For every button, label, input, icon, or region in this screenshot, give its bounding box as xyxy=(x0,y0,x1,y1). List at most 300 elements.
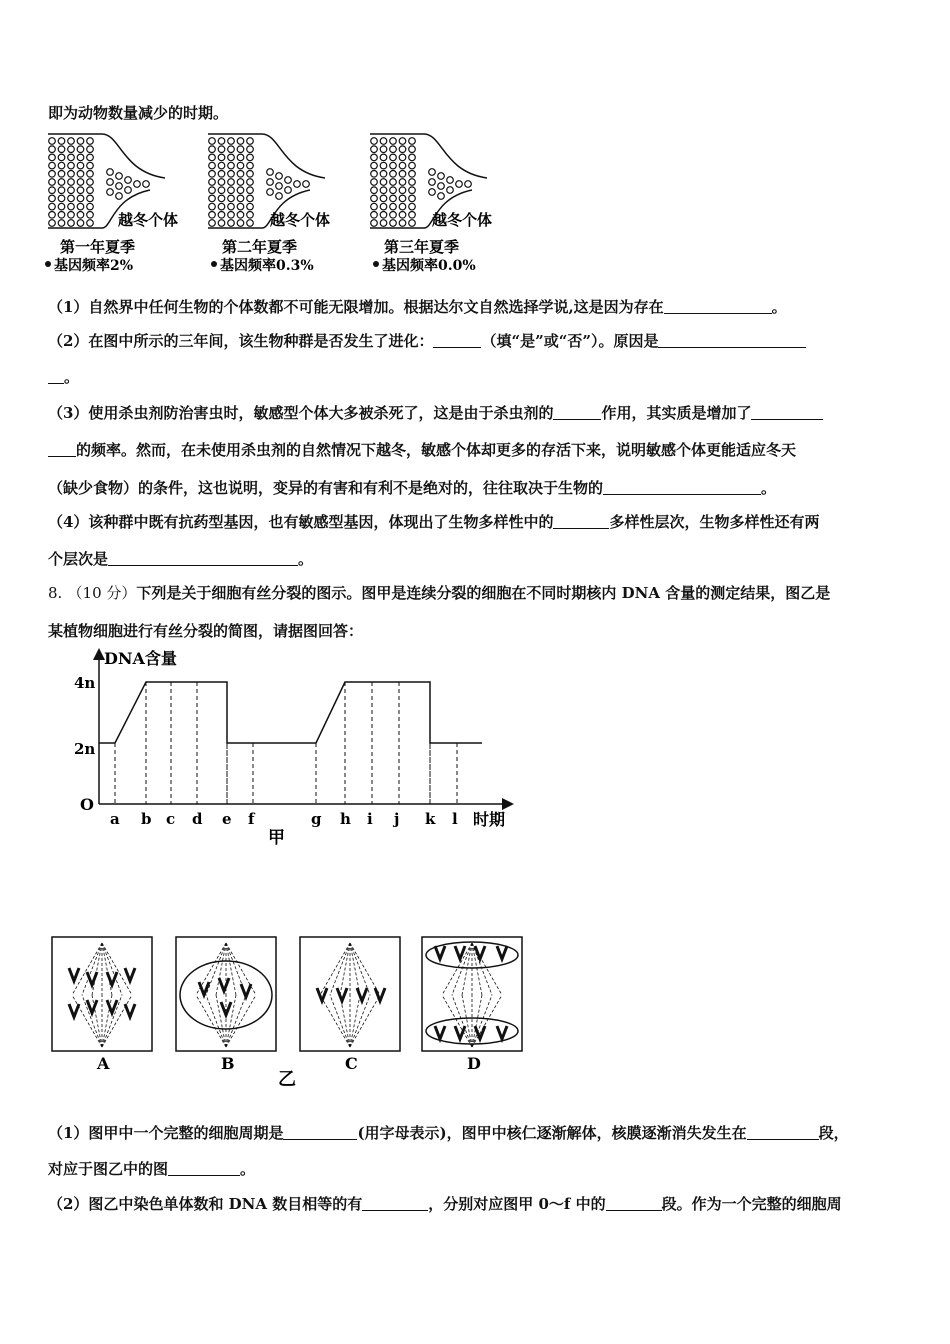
individual-dot xyxy=(371,203,378,210)
individual-dot xyxy=(371,220,378,227)
individual-dot xyxy=(77,203,84,210)
individual-dot xyxy=(87,220,94,227)
individual-dot xyxy=(58,138,65,145)
individual-dot xyxy=(58,203,65,210)
individual-dot xyxy=(247,162,254,169)
x-tick-label: f xyxy=(248,810,255,828)
individual-dot xyxy=(68,195,75,202)
individual-dot xyxy=(218,154,225,161)
individual-dot xyxy=(409,146,416,153)
x-axis-label: 时期 xyxy=(473,810,506,829)
individual-dot xyxy=(390,138,397,145)
individual-dot xyxy=(409,195,416,202)
answer-blank[interactable] xyxy=(433,333,481,348)
individual-dot xyxy=(228,212,235,219)
q8-part2-l1: （2）图乙中染色单体数和 DNA 数目相等的有 ，分别对应图甲 0～f 中的 段。作为一个完整的细胞周 xyxy=(48,1195,842,1213)
individual-dot xyxy=(276,173,283,180)
individual-dot xyxy=(267,189,274,196)
answer-blank[interactable] xyxy=(168,1161,240,1176)
individual-dot xyxy=(409,212,416,219)
chromosome xyxy=(475,946,485,959)
spindle-fiber xyxy=(340,943,350,995)
answer-blank[interactable] xyxy=(553,405,601,420)
individual-dot xyxy=(58,162,65,169)
individual-dot xyxy=(77,162,84,169)
spindle-fiber xyxy=(320,943,350,995)
individual-dot xyxy=(438,173,445,180)
individual-dot xyxy=(209,220,216,227)
individual-dot xyxy=(399,162,406,169)
individual-dot xyxy=(267,169,274,176)
individual-dot xyxy=(429,169,436,176)
x-tick-label: a xyxy=(110,810,120,828)
individual-dot xyxy=(87,203,94,210)
spindle-fiber xyxy=(102,995,122,1047)
individual-dot xyxy=(380,138,387,145)
individual-dot xyxy=(58,187,65,194)
spindle-fiber xyxy=(82,995,102,1047)
individual-dot xyxy=(228,162,235,169)
individual-dot xyxy=(399,146,406,153)
individual-dot xyxy=(218,195,225,202)
individual-dot xyxy=(77,187,84,194)
individual-dot xyxy=(390,162,397,169)
individual-dot xyxy=(68,212,75,219)
chromosome xyxy=(357,988,367,1001)
individual-dot xyxy=(209,138,216,145)
individual-dot xyxy=(218,203,225,210)
answer-blank[interactable] xyxy=(48,369,64,384)
individual-dot xyxy=(228,146,235,153)
x-tick-label: h xyxy=(340,810,351,828)
individual-dot xyxy=(380,187,387,194)
individual-dot xyxy=(247,203,254,210)
individual-dot xyxy=(371,212,378,219)
individual-dot xyxy=(247,138,254,145)
answer-blank[interactable] xyxy=(664,299,772,314)
individual-dot xyxy=(87,154,94,161)
season-label-2: 第二年夏季 xyxy=(222,238,298,256)
individual-dot xyxy=(380,212,387,219)
individual-dot xyxy=(49,187,56,194)
individual-dot xyxy=(380,203,387,210)
individual-dot xyxy=(390,220,397,227)
individual-dot xyxy=(247,146,254,153)
individual-dot xyxy=(371,162,378,169)
individual-dot xyxy=(237,220,244,227)
individual-dot xyxy=(247,154,254,161)
individual-dot xyxy=(77,179,84,186)
individual-dot xyxy=(371,146,378,153)
individual-dot xyxy=(125,187,132,194)
individual-dot xyxy=(237,162,244,169)
individual-dot xyxy=(134,181,141,188)
individual-dot xyxy=(399,138,406,145)
bullet-dot-3 xyxy=(373,261,379,267)
q7-part1: （1）自然界中任何生物的个体数都不可能无限增加。根据达尔文自然选择学说,这是因为存在 。 xyxy=(48,298,787,316)
individual-dot xyxy=(218,179,225,186)
x-tick-label: k xyxy=(425,810,436,828)
chromosome xyxy=(337,988,347,1001)
individual-dot xyxy=(399,171,406,178)
individual-dot xyxy=(237,195,244,202)
spindle-fiber xyxy=(320,995,350,1047)
individual-dot xyxy=(68,203,75,210)
spindle-fiber xyxy=(350,943,380,995)
individual-dot xyxy=(228,203,235,210)
spindle-fiber xyxy=(92,943,102,995)
individual-dot xyxy=(49,138,56,145)
individual-dot xyxy=(380,162,387,169)
spindle-fiber xyxy=(330,943,350,995)
spindle-fiber xyxy=(472,995,502,1047)
x-tick-label: j xyxy=(394,810,400,828)
answer-blank[interactable] xyxy=(751,405,823,420)
q8-part1-l1: （1）图甲中一个完整的细胞周期是 (用字母表示)，图甲中核仁逐渐解体，核膜逐渐消失发生在 段， xyxy=(48,1124,849,1142)
individual-dot xyxy=(218,187,225,194)
individual-dot xyxy=(237,212,244,219)
individual-dot xyxy=(390,154,397,161)
individual-dot xyxy=(49,179,56,186)
individual-dot xyxy=(247,171,254,178)
individual-dot xyxy=(429,189,436,196)
individual-dot xyxy=(107,179,114,186)
individual-dot xyxy=(49,203,56,210)
individual-dot xyxy=(77,195,84,202)
individual-dot xyxy=(303,181,310,188)
individual-dot xyxy=(209,154,216,161)
individual-dot xyxy=(409,179,416,186)
answer-blank[interactable] xyxy=(658,333,806,348)
individual-dot xyxy=(371,154,378,161)
answer-blank[interactable] xyxy=(108,551,298,566)
spindle-fiber xyxy=(350,995,360,1047)
individual-dot xyxy=(438,183,445,190)
season-label-1: 第一年夏季 xyxy=(60,238,136,256)
individual-dot xyxy=(228,195,235,202)
chromosome xyxy=(435,946,445,959)
individual-dot xyxy=(447,177,454,184)
individual-dot xyxy=(294,181,301,188)
spindle-fiber xyxy=(350,943,360,995)
individual-dot xyxy=(456,181,463,188)
q7-part4-l2: 个层次是 。 xyxy=(48,550,314,568)
individual-dot xyxy=(371,138,378,145)
answer-blank[interactable] xyxy=(362,1196,428,1211)
individual-dot xyxy=(399,220,406,227)
individual-dot xyxy=(228,138,235,145)
individual-dot xyxy=(237,203,244,210)
individual-dot xyxy=(87,179,94,186)
cell-panel-D xyxy=(422,937,522,1073)
chromosome xyxy=(125,1004,135,1017)
individual-dot xyxy=(399,179,406,186)
individual-dot xyxy=(429,179,436,186)
y-axis-label: DNA含量 xyxy=(104,649,177,668)
individual-dot xyxy=(49,162,56,169)
y-tick-2n: 2n xyxy=(74,740,96,758)
cell-figure-title: 乙 xyxy=(278,1069,296,1090)
individual-dot xyxy=(87,195,94,202)
individual-dot xyxy=(409,138,416,145)
individual-dot xyxy=(237,138,244,145)
chromosome xyxy=(219,978,229,991)
individual-dot xyxy=(247,212,254,219)
q8-stem-l2: 某植物细胞进行有丝分裂的简图，请据图回答： xyxy=(48,622,364,640)
overwinter-label-1: 越冬个体 xyxy=(118,211,179,229)
cell-panel-label: C xyxy=(345,1054,358,1073)
individual-dot xyxy=(49,154,56,161)
spindle-fiber xyxy=(72,943,102,995)
individual-dot xyxy=(390,212,397,219)
answer-blank[interactable] xyxy=(48,442,76,457)
individual-dot xyxy=(399,203,406,210)
individual-dot xyxy=(209,195,216,202)
chromosome xyxy=(317,988,327,1001)
individual-dot xyxy=(399,187,406,194)
individual-dot xyxy=(371,195,378,202)
cell-panel-A xyxy=(52,937,152,1073)
cell-panel-label: B xyxy=(221,1054,235,1073)
chromosome xyxy=(221,1002,231,1015)
individual-dot xyxy=(380,195,387,202)
answer-blank[interactable] xyxy=(553,514,609,529)
individual-dot xyxy=(77,146,84,153)
individual-dot xyxy=(58,154,65,161)
chromosome xyxy=(241,984,251,997)
answer-blank[interactable] xyxy=(606,1196,662,1211)
individual-dot xyxy=(58,220,65,227)
freq-label-3: 基因频率0.0% xyxy=(382,258,476,274)
individual-dot xyxy=(49,212,56,219)
spindle-fiber xyxy=(206,995,226,1047)
individual-dot xyxy=(390,195,397,202)
individual-dot xyxy=(49,195,56,202)
x-tick-label: i xyxy=(367,810,373,828)
individual-dot xyxy=(228,154,235,161)
spindle-fiber xyxy=(226,943,236,995)
individual-dot xyxy=(399,212,406,219)
chromosome xyxy=(69,1004,79,1017)
individual-dot xyxy=(380,220,387,227)
chromosome xyxy=(375,988,385,1001)
individual-dot xyxy=(390,203,397,210)
individual-dot xyxy=(228,187,235,194)
individual-dot xyxy=(87,171,94,178)
chromosome xyxy=(87,972,97,985)
individual-dot xyxy=(68,179,75,186)
spindle-fiber xyxy=(350,995,380,1047)
cell-panel-C xyxy=(300,937,400,1073)
x-tick-label: c xyxy=(166,810,176,828)
individual-dot xyxy=(68,162,75,169)
spindle-fiber xyxy=(226,995,246,1047)
individual-dot xyxy=(58,179,65,186)
individual-dot xyxy=(77,171,84,178)
individual-dot xyxy=(447,187,454,194)
individual-dot xyxy=(380,179,387,186)
individual-dot xyxy=(390,187,397,194)
chromosome xyxy=(87,1000,97,1013)
individual-dot xyxy=(380,171,387,178)
spindle-fiber xyxy=(452,995,472,1047)
spindle-fiber xyxy=(472,995,492,1047)
individual-dot xyxy=(87,146,94,153)
chromosome xyxy=(455,1026,465,1039)
individual-dot xyxy=(285,177,292,184)
individual-dot xyxy=(125,177,132,184)
cell-panel-label: A xyxy=(97,1054,110,1073)
individual-dot xyxy=(209,171,216,178)
individual-dot xyxy=(380,146,387,153)
spindle-fiber xyxy=(462,995,472,1047)
individual-dot xyxy=(209,187,216,194)
x-tick-label: b xyxy=(141,810,152,828)
individual-dot xyxy=(285,187,292,194)
individual-dot xyxy=(409,220,416,227)
freq-label-2: 基因频率0.3% xyxy=(220,258,314,274)
individual-dot xyxy=(218,171,225,178)
individual-dot xyxy=(68,171,75,178)
individual-dot xyxy=(390,146,397,153)
y-tick-4n: 4n xyxy=(74,674,96,692)
individual-dot xyxy=(218,220,225,227)
individual-dot xyxy=(68,187,75,194)
cell-panel-label: D xyxy=(467,1054,481,1073)
question-number: 8. xyxy=(48,584,63,602)
spindle-fiber xyxy=(350,943,370,995)
chromosome xyxy=(69,968,79,981)
individual-dot xyxy=(276,183,283,190)
individual-dot xyxy=(371,187,378,194)
chart-title: 甲 xyxy=(268,828,285,848)
individual-dot xyxy=(209,179,216,186)
individual-dot xyxy=(68,146,75,153)
bullet-dot-1 xyxy=(45,261,51,267)
individual-dot xyxy=(68,138,75,145)
mitosis-cell-figure xyxy=(50,935,550,1095)
individual-dot xyxy=(107,189,114,196)
individual-dot xyxy=(218,138,225,145)
individual-dot xyxy=(237,146,244,153)
individual-dot xyxy=(237,179,244,186)
individual-dot xyxy=(87,138,94,145)
individual-dot xyxy=(371,179,378,186)
individual-dot xyxy=(228,179,235,186)
season-label-3: 第三年夏季 xyxy=(384,238,460,256)
individual-dot xyxy=(276,193,283,200)
individual-dot xyxy=(438,193,445,200)
q7-part2-cont: 。 xyxy=(48,366,79,387)
q8-stem-l1: 8. （10 分）下列是关于细胞有丝分裂的图示。图甲是连续分裂的细胞在不同时期核内 DNA 含量的测定结果，图乙是 xyxy=(48,584,831,602)
individual-dot xyxy=(390,171,397,178)
individual-dot xyxy=(77,138,84,145)
answer-blank[interactable] xyxy=(283,1125,357,1140)
individual-dot xyxy=(399,154,406,161)
individual-dot xyxy=(390,179,397,186)
individual-dot xyxy=(247,187,254,194)
chromosome xyxy=(497,1026,507,1039)
individual-dot xyxy=(58,212,65,219)
individual-dot xyxy=(87,212,94,219)
overwinter-label-3: 越冬个体 xyxy=(432,211,493,229)
x-tick-label: l xyxy=(452,810,458,828)
answer-blank[interactable] xyxy=(603,480,761,495)
individual-dot xyxy=(267,179,274,186)
q7-part3-l2: 的频率。然而，在未使用杀虫剂的自然情况下越冬，敏感个体却更多的存活下来，说明敏感个体更能适应冬天 xyxy=(48,439,796,460)
individual-dot xyxy=(49,171,56,178)
individual-dot xyxy=(77,220,84,227)
x-tick-label: e xyxy=(222,810,232,828)
individual-dot xyxy=(218,162,225,169)
intro-line: 即为动物数量减少的时期。 xyxy=(48,104,229,122)
individual-dot xyxy=(209,203,216,210)
spindle-fiber xyxy=(442,995,472,1047)
individual-dot xyxy=(49,220,56,227)
individual-dot xyxy=(218,146,225,153)
individual-dot xyxy=(380,154,387,161)
question-score: （10 分） xyxy=(67,584,137,602)
individual-dot xyxy=(465,181,472,188)
individual-dot xyxy=(247,195,254,202)
q7-part2: （2）在图中所示的三年间，该生物种群是否发生了进化： （填“是”或“否”）。原因是 xyxy=(48,330,806,351)
individual-dot xyxy=(116,183,123,190)
individual-dot xyxy=(68,154,75,161)
individual-dot xyxy=(237,171,244,178)
cell-panel-B xyxy=(176,937,276,1073)
individual-dot xyxy=(409,203,416,210)
individual-dot xyxy=(409,154,416,161)
answer-blank[interactable] xyxy=(747,1125,819,1140)
individual-dot xyxy=(58,195,65,202)
dna-series-line xyxy=(99,682,482,743)
spindle-fiber xyxy=(350,995,370,1047)
overwinter-label-2: 越冬个体 xyxy=(270,211,331,229)
spindle-fiber xyxy=(330,995,350,1047)
individual-dot xyxy=(409,171,416,178)
x-tick-label: g xyxy=(311,810,322,828)
chromosome xyxy=(107,1000,117,1013)
individual-dot xyxy=(77,154,84,161)
chromosome xyxy=(125,968,135,981)
individual-dot xyxy=(237,187,244,194)
q7-part4-l1: （4）该种群中既有抗药型基因，也有敏感型基因，体现出了生物多样性中的 多样性层次，生物多样性还有两 xyxy=(48,513,820,531)
individual-dot xyxy=(107,169,114,176)
individual-dot xyxy=(49,146,56,153)
individual-dot xyxy=(87,187,94,194)
chromosome xyxy=(107,972,117,985)
individual-dot xyxy=(209,212,216,219)
individual-dot xyxy=(228,171,235,178)
individual-dot xyxy=(409,187,416,194)
q7-part3-l1: （3）使用杀虫剂防治害虫时，敏感型个体大多被杀死了，这是由于杀虫剂的 作用，其实质是增加了 xyxy=(48,402,823,423)
individual-dot xyxy=(143,181,150,188)
individual-dot xyxy=(77,212,84,219)
chromosome xyxy=(497,946,507,959)
individual-dot xyxy=(247,179,254,186)
origin-label: O xyxy=(80,795,94,814)
individual-dot xyxy=(399,195,406,202)
individual-dot xyxy=(87,162,94,169)
chromosome xyxy=(199,982,209,995)
individual-dot xyxy=(237,154,244,161)
dna-content-chart xyxy=(68,648,528,848)
individual-dot xyxy=(58,171,65,178)
q8-part1-l2: 对应于图乙中的图 。 xyxy=(48,1160,256,1178)
individual-dot xyxy=(209,162,216,169)
spindle-fiber xyxy=(102,943,132,995)
q7-part3-l3: （缺少食物）的条件，这也说明，变异的有害和有利不是绝对的，往往取决于生物的 。 xyxy=(48,479,777,497)
